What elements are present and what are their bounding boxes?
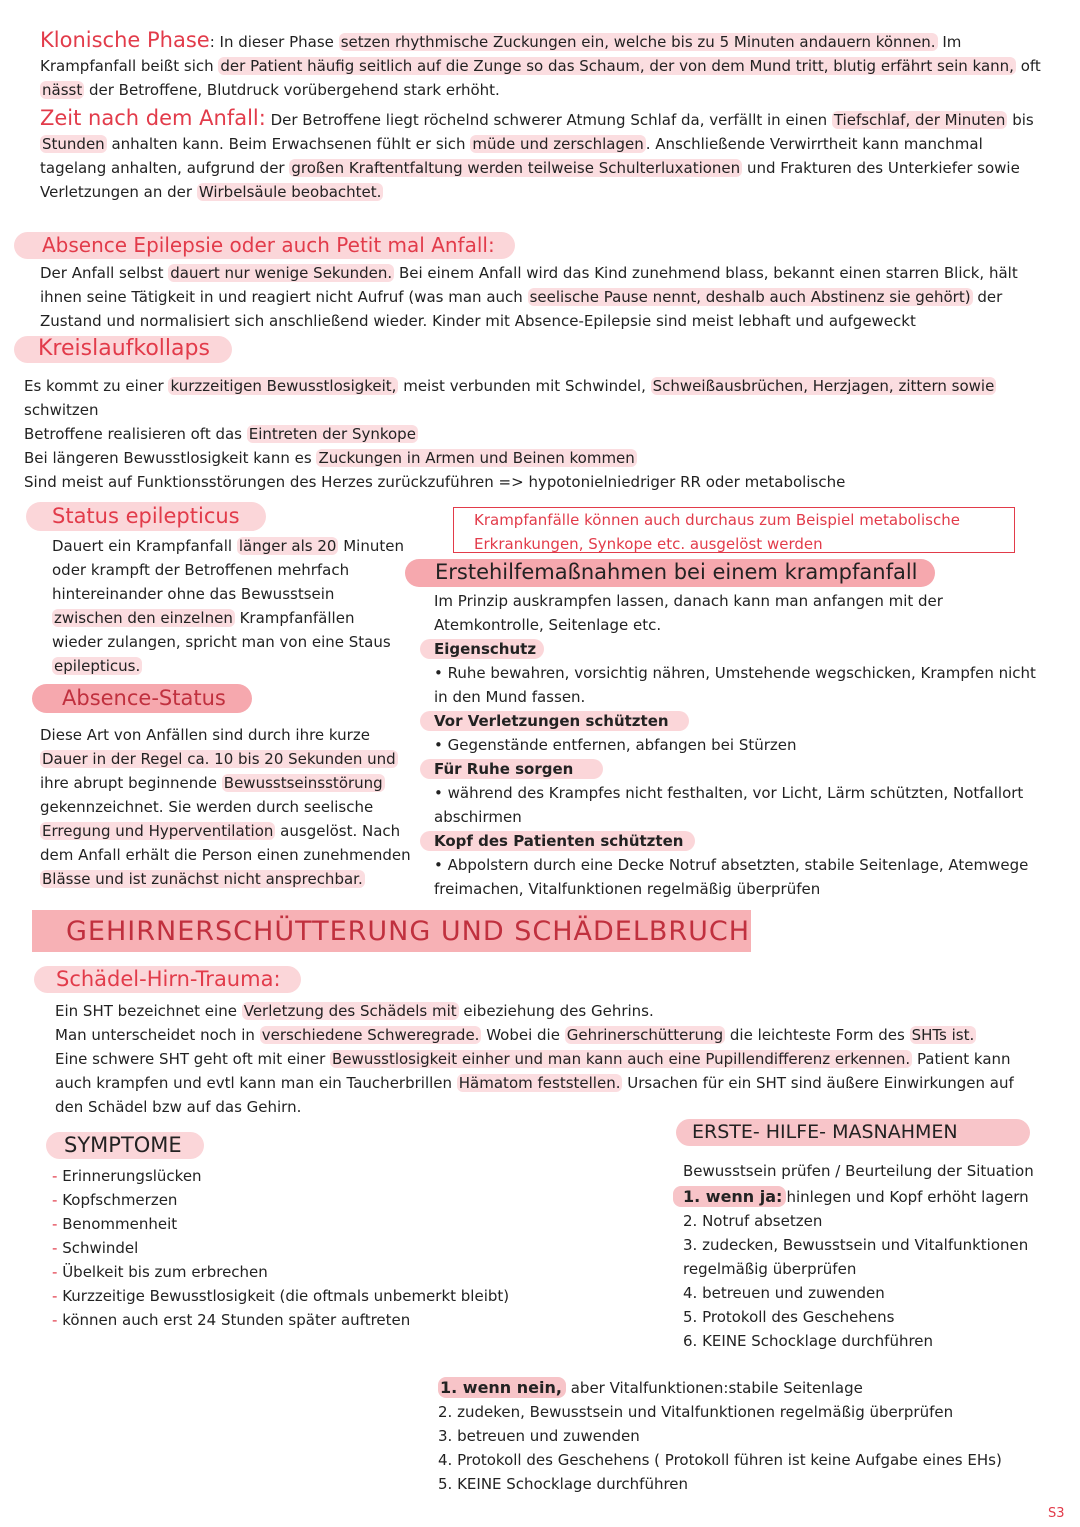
dash-bullet: -: [52, 1263, 63, 1281]
numbered-step: 5. KEINE Schocklage durchführen: [438, 1475, 689, 1493]
kreislaufkollaps-title: Kreislaufkollaps: [38, 336, 210, 361]
symptom-item: [52, 1236, 612, 1260]
ehm-title: ERSTE- HILFE- MASNAHMEN: [692, 1121, 958, 1143]
section-verletzungen: [420, 709, 1044, 733]
text-run: Eine schwere SHT geht oft mit einer: [55, 1050, 331, 1068]
numbered-step: 4. Protokoll des Geschehens ( Protokoll führen ist keine Aufgabe eines EHs): [438, 1451, 1002, 1469]
numbered-step: 5. Protokoll des Geschehens: [683, 1308, 895, 1326]
ehm-nein-list: [438, 1400, 1058, 1496]
kreislauf-line-4: Sind meist auf Funktionsstörungen des Herzes zurückzuführen => hypotonielniedriger RR oder metabolische: [24, 473, 846, 491]
text-run: Ein SHT bezeichnet eine: [55, 1002, 242, 1020]
ehm-nein-text: aber Vitalfunktionen:stabile Seitenlage: [565, 1379, 863, 1397]
highlight: Wirbelsäule beobachtet.: [198, 183, 382, 201]
text-run: meist verbunden mit Schwindel,: [398, 377, 651, 395]
kreislaufkollaps-text: [24, 374, 1034, 494]
section-title: Eigenschutz: [420, 639, 544, 659]
text-run: Bei längeren Bewusstlosigkeit kann es: [24, 449, 317, 467]
symptome-list: [52, 1164, 612, 1332]
highlight: epilepticus.: [54, 657, 141, 675]
highlight: Verletzung des Schädels mit: [243, 1002, 457, 1020]
erste-hilfe-krampf-body: [434, 589, 1044, 901]
text-run: : In dieser Phase: [209, 33, 339, 51]
section-kopf: [420, 829, 1044, 853]
highlight: Bewusstseinsstörung: [223, 774, 383, 792]
symptom-text: Kurzzeitige Bewusstlosigkeit (die oftmals unbemerkt bleibt): [62, 1287, 510, 1305]
numbered-step: 4. betreuen und zuwenden: [683, 1284, 885, 1302]
text-run: anhalten kann. Beim Erwachsenen fühlt er sich: [106, 135, 471, 153]
symptom-text: Übelkeit bis zum erbrechen: [62, 1263, 268, 1281]
kreislaufkollaps-heading: [14, 336, 232, 363]
symptom-text: können auch erst 24 Stunden später auftreten: [62, 1311, 411, 1329]
text-run: gekennzeichnet. Sie werden durch seelische: [40, 798, 374, 816]
dash-bullet: -: [52, 1239, 63, 1257]
highlight: zwischen den einzelnen: [54, 609, 233, 627]
highlight: länger als 20: [238, 537, 337, 555]
numbered-step: 3. betreuen und zuwenden: [438, 1427, 640, 1445]
symptom-item: [52, 1260, 612, 1284]
note-text: Krampfanfälle können auch durchaus zum Beispiel metabolische Erkrankungen, Synkope etc. ausgelöst werden: [474, 511, 960, 553]
section-banner: [32, 910, 751, 952]
ehm-ja-block: [683, 1159, 1063, 1353]
sht-line-a: [55, 999, 1040, 1023]
dash-bullet: -: [52, 1215, 63, 1233]
text-run: und Frakturen des Unterkiefer sowie Verletzungen an der: [40, 159, 1020, 201]
highlight: Bewusstlosigkeit einher und man kann auch eine Pupillendifferenz erkennen.: [332, 1050, 911, 1068]
section-text: • während des Krampfes nicht festhalten, vor Licht, Lärm schützten, Notfallort abschirmen: [434, 784, 1024, 826]
highlight: setzen rhythmische Zuckungen ein, welche bis zu 5 Minuten andauern können.: [340, 33, 936, 51]
symptom-item: [52, 1212, 612, 1236]
text-run: Wobei die: [481, 1026, 565, 1044]
text-run: oft: [1015, 57, 1041, 75]
highlight: müde und zerschlagen: [472, 135, 644, 153]
text-run: eibeziehung des Gehrins.: [458, 1002, 654, 1020]
highlight: Erregung und Hyperventilation: [42, 822, 274, 840]
highlight: SHTs ist.: [911, 1026, 975, 1044]
dash-bullet: -: [52, 1311, 63, 1329]
section-title: Vor Verletzungen schützten: [420, 711, 689, 731]
text-run: Der Betroffene liegt röchelnd schwerer Atmung Schlaf da, verfällt in einen: [265, 111, 832, 129]
highlight: Tiefschlaf, der Minuten: [833, 111, 1006, 129]
symptome-heading: [46, 1132, 204, 1159]
numbered-step: 3. zudecken, Bewusstsein und Vitalfunktionen regelmäßig überprüfen: [683, 1236, 1029, 1278]
absence-epilepsie-heading: [14, 232, 515, 259]
highlight: großen Kraftentfaltung werden teilweise Schulterluxationen: [291, 159, 741, 177]
symptom-item: [52, 1188, 612, 1212]
text-run: Betroffene realisieren oft das: [24, 425, 247, 443]
dash-bullet: -: [52, 1167, 63, 1185]
symptom-text: Kopfschmerzen: [62, 1191, 178, 1209]
erste-hilfe-krampf-title: Erstehilfemaßnahmen bei einem krampfanfall: [435, 560, 918, 584]
symptom-item: [52, 1284, 612, 1308]
text-run: Patient kann auch krampfen und evtl kann man ein Taucherbrillen: [55, 1050, 1011, 1092]
text-run: ihre abrupt beginnende: [40, 774, 222, 792]
sht-title: Schädel-Hirn-Trauma:: [56, 967, 281, 991]
text-run: Es kommt zu einer: [24, 377, 169, 395]
symptome-title: SYMPTOME: [64, 1133, 182, 1157]
klonische-phase-title: Klonische Phase: [40, 28, 210, 52]
section-eigenschutz: [420, 637, 1044, 661]
highlight: kurzzeitigen Bewusstlosigkeit,: [170, 377, 397, 395]
text-run: Im Krampfanfall beißt sich: [40, 33, 962, 75]
ehm-nein-line: [438, 1376, 1058, 1400]
highlight: Schweißausbrüchen, Herzjagen, zittern sowie: [652, 377, 995, 395]
kreislauf-line-1b: schwitzen: [24, 401, 99, 419]
highlight: Zuckungen in Armen und Beinen kommen: [318, 449, 635, 467]
text-run: Man unterscheidet noch in: [55, 1026, 260, 1044]
highlight: Stunden: [42, 135, 105, 153]
highlight: Gehrinerschütterung: [566, 1026, 724, 1044]
text-run: der Betroffene, Blutdruck vorübergehend stark erhöht.: [84, 81, 500, 99]
section-ruhe: [420, 757, 1044, 781]
ehm-ja-line: [673, 1185, 1063, 1209]
status-epilepticus-title: Status epilepticus: [52, 504, 240, 528]
absence-epilepsie-title: Absence Epilepsie oder auch Petit mal Anfall:: [42, 233, 495, 257]
status-epilepticus-heading: [26, 502, 266, 531]
symptom-text: Schwindel: [62, 1239, 139, 1257]
text-run: die leichteste Form des: [725, 1026, 910, 1044]
numbered-step: 2. Notruf absetzen: [683, 1212, 823, 1230]
text-run: Krampfanfällen wieder zulangen, spricht man von eine Staus: [52, 609, 391, 651]
section-text: • Ruhe bewahren, vorsichtig nähren, Umstehende wegschicken, Krampfen nicht in den Mund fassen.: [434, 664, 1036, 706]
absence-status-paragraph: [40, 723, 414, 891]
ehm-ja-list: [683, 1209, 1063, 1353]
kreislauf-line-2: [24, 422, 1034, 446]
ehm-heading: [676, 1119, 1030, 1146]
zeit-nach-anfall-paragraph: [40, 106, 1050, 204]
text-run: ausgelöst. Nach dem Anfall erhält die Person einen zunehmenden: [40, 822, 411, 864]
absence-status-heading: [32, 684, 252, 713]
text-run: . Anschließende Verwirrtheit kann manchmal tagelang anhalten, aufgrund der: [40, 135, 983, 177]
ehm-nein-label: 1. wenn nein,: [438, 1377, 566, 1398]
section-text: • Gegenstände entfernen, abfangen bei Stürzen: [434, 736, 797, 754]
ehm-nein-block: [438, 1376, 1058, 1496]
status-epilepticus-paragraph: [52, 534, 404, 678]
sht-paragraph: [55, 999, 1040, 1119]
text-run: Ursachen für ein SHT sind äußere Einwirkungen auf den Schädel bzw auf das Gehirn.: [55, 1074, 1014, 1116]
sht-line-c: [55, 1047, 1040, 1119]
absence-epilepsie-paragraph: [40, 261, 1050, 333]
highlight: der Patient häufig seitlich auf die Zunge so das Schaum, der von dem Mund tritt, blutig erfährt sein kann,: [220, 57, 1014, 75]
klonische-phase-paragraph: [40, 28, 1050, 102]
highlight: Blässe und ist zunächst nicht ansprechbar.: [42, 870, 363, 888]
dash-bullet: -: [52, 1191, 63, 1209]
text-run: Dauert ein Krampfanfall: [52, 537, 237, 555]
note-box: [453, 507, 1015, 553]
numbered-step: 6. KEINE Schocklage durchführen: [683, 1332, 934, 1350]
zeit-nach-anfall-title: Zeit nach dem Anfall:: [40, 106, 266, 130]
highlight: verschiedene Schweregrade.: [261, 1026, 480, 1044]
highlight: Hämatom feststellen.: [458, 1074, 621, 1092]
text-run: Minuten oder krampft der Betroffenen mehrfach hintereinander ohne das Bewusstsein: [52, 537, 404, 603]
highlight: Dauer in der Regel ca. 10 bis 20 Sekunden und: [42, 750, 396, 768]
sht-heading: [34, 966, 301, 993]
symptom-text: Benommenheit: [62, 1215, 178, 1233]
highlight: dauert nur wenige Sekunden.: [170, 264, 393, 282]
erste-hilfe-krampf-heading: [405, 559, 935, 587]
absence-status-title: Absence-Status: [62, 686, 226, 710]
highlight: nässt: [42, 81, 83, 99]
symptom-text: Erinnerungslücken: [62, 1167, 202, 1185]
text-run: Der Anfall selbst: [40, 264, 169, 282]
kreislauf-line-3: [24, 446, 1034, 470]
symptom-item: [52, 1308, 612, 1332]
text-run: bis: [1007, 111, 1034, 129]
kreislauf-line-1: [24, 374, 1034, 398]
text-run: der Zustand und normalisiert sich anschließend wieder. Kinder mit Absence-Epilepsie sind meist lebhaft und aufgeweckt: [40, 288, 1003, 330]
banner-title: GEHIRNERSCHÜTTERUNG UND SCHÄDELBRUCH: [66, 916, 751, 947]
dash-bullet: -: [52, 1287, 63, 1305]
text-run: Diese Art von Anfällen sind durch ihre kurze: [40, 726, 370, 744]
text-run: Bei einem Anfall wird das Kind zunehmend blass, bekannt einen starren Blick, hält ihnen seine Tätigkeit in und reagiert nicht Aufruf (was man auch: [40, 264, 1018, 306]
symptom-item: [52, 1164, 612, 1188]
section-title: Für Ruhe sorgen: [420, 759, 603, 779]
erste-hilfe-intro: Im Prinzip auskrampfen lassen, danach kann man anfangen mit der Atemkontrolle, Seitenlage etc.: [434, 592, 943, 634]
page-number: S3: [1048, 1506, 1065, 1521]
ehm-ja-text: hinlegen und Kopf erhöht lagern: [786, 1188, 1029, 1206]
section-title: Kopf des Patienten schützten: [420, 831, 695, 851]
ehm-intro: Bewusstsein prüfen / Beurteilung der Situation: [683, 1162, 1034, 1180]
numbered-step: 2. zudeken, Bewusstsein und Vitalfunktionen regelmäßig überprüfen: [438, 1403, 954, 1421]
highlight: Eintreten der Synkope: [248, 425, 416, 443]
ehm-ja-label: 1. wenn ja:: [673, 1186, 786, 1207]
section-text: • Abpolstern durch eine Decke Notruf absetzten, stabile Seitenlage, Atemwege freimachen, Vitalfunktionen regelmäßig überprüfen: [434, 856, 1029, 898]
sht-line-b: [55, 1023, 1040, 1047]
highlight: seelische Pause nennt, deshalb auch Abstinenz sie gehört): [529, 288, 971, 306]
